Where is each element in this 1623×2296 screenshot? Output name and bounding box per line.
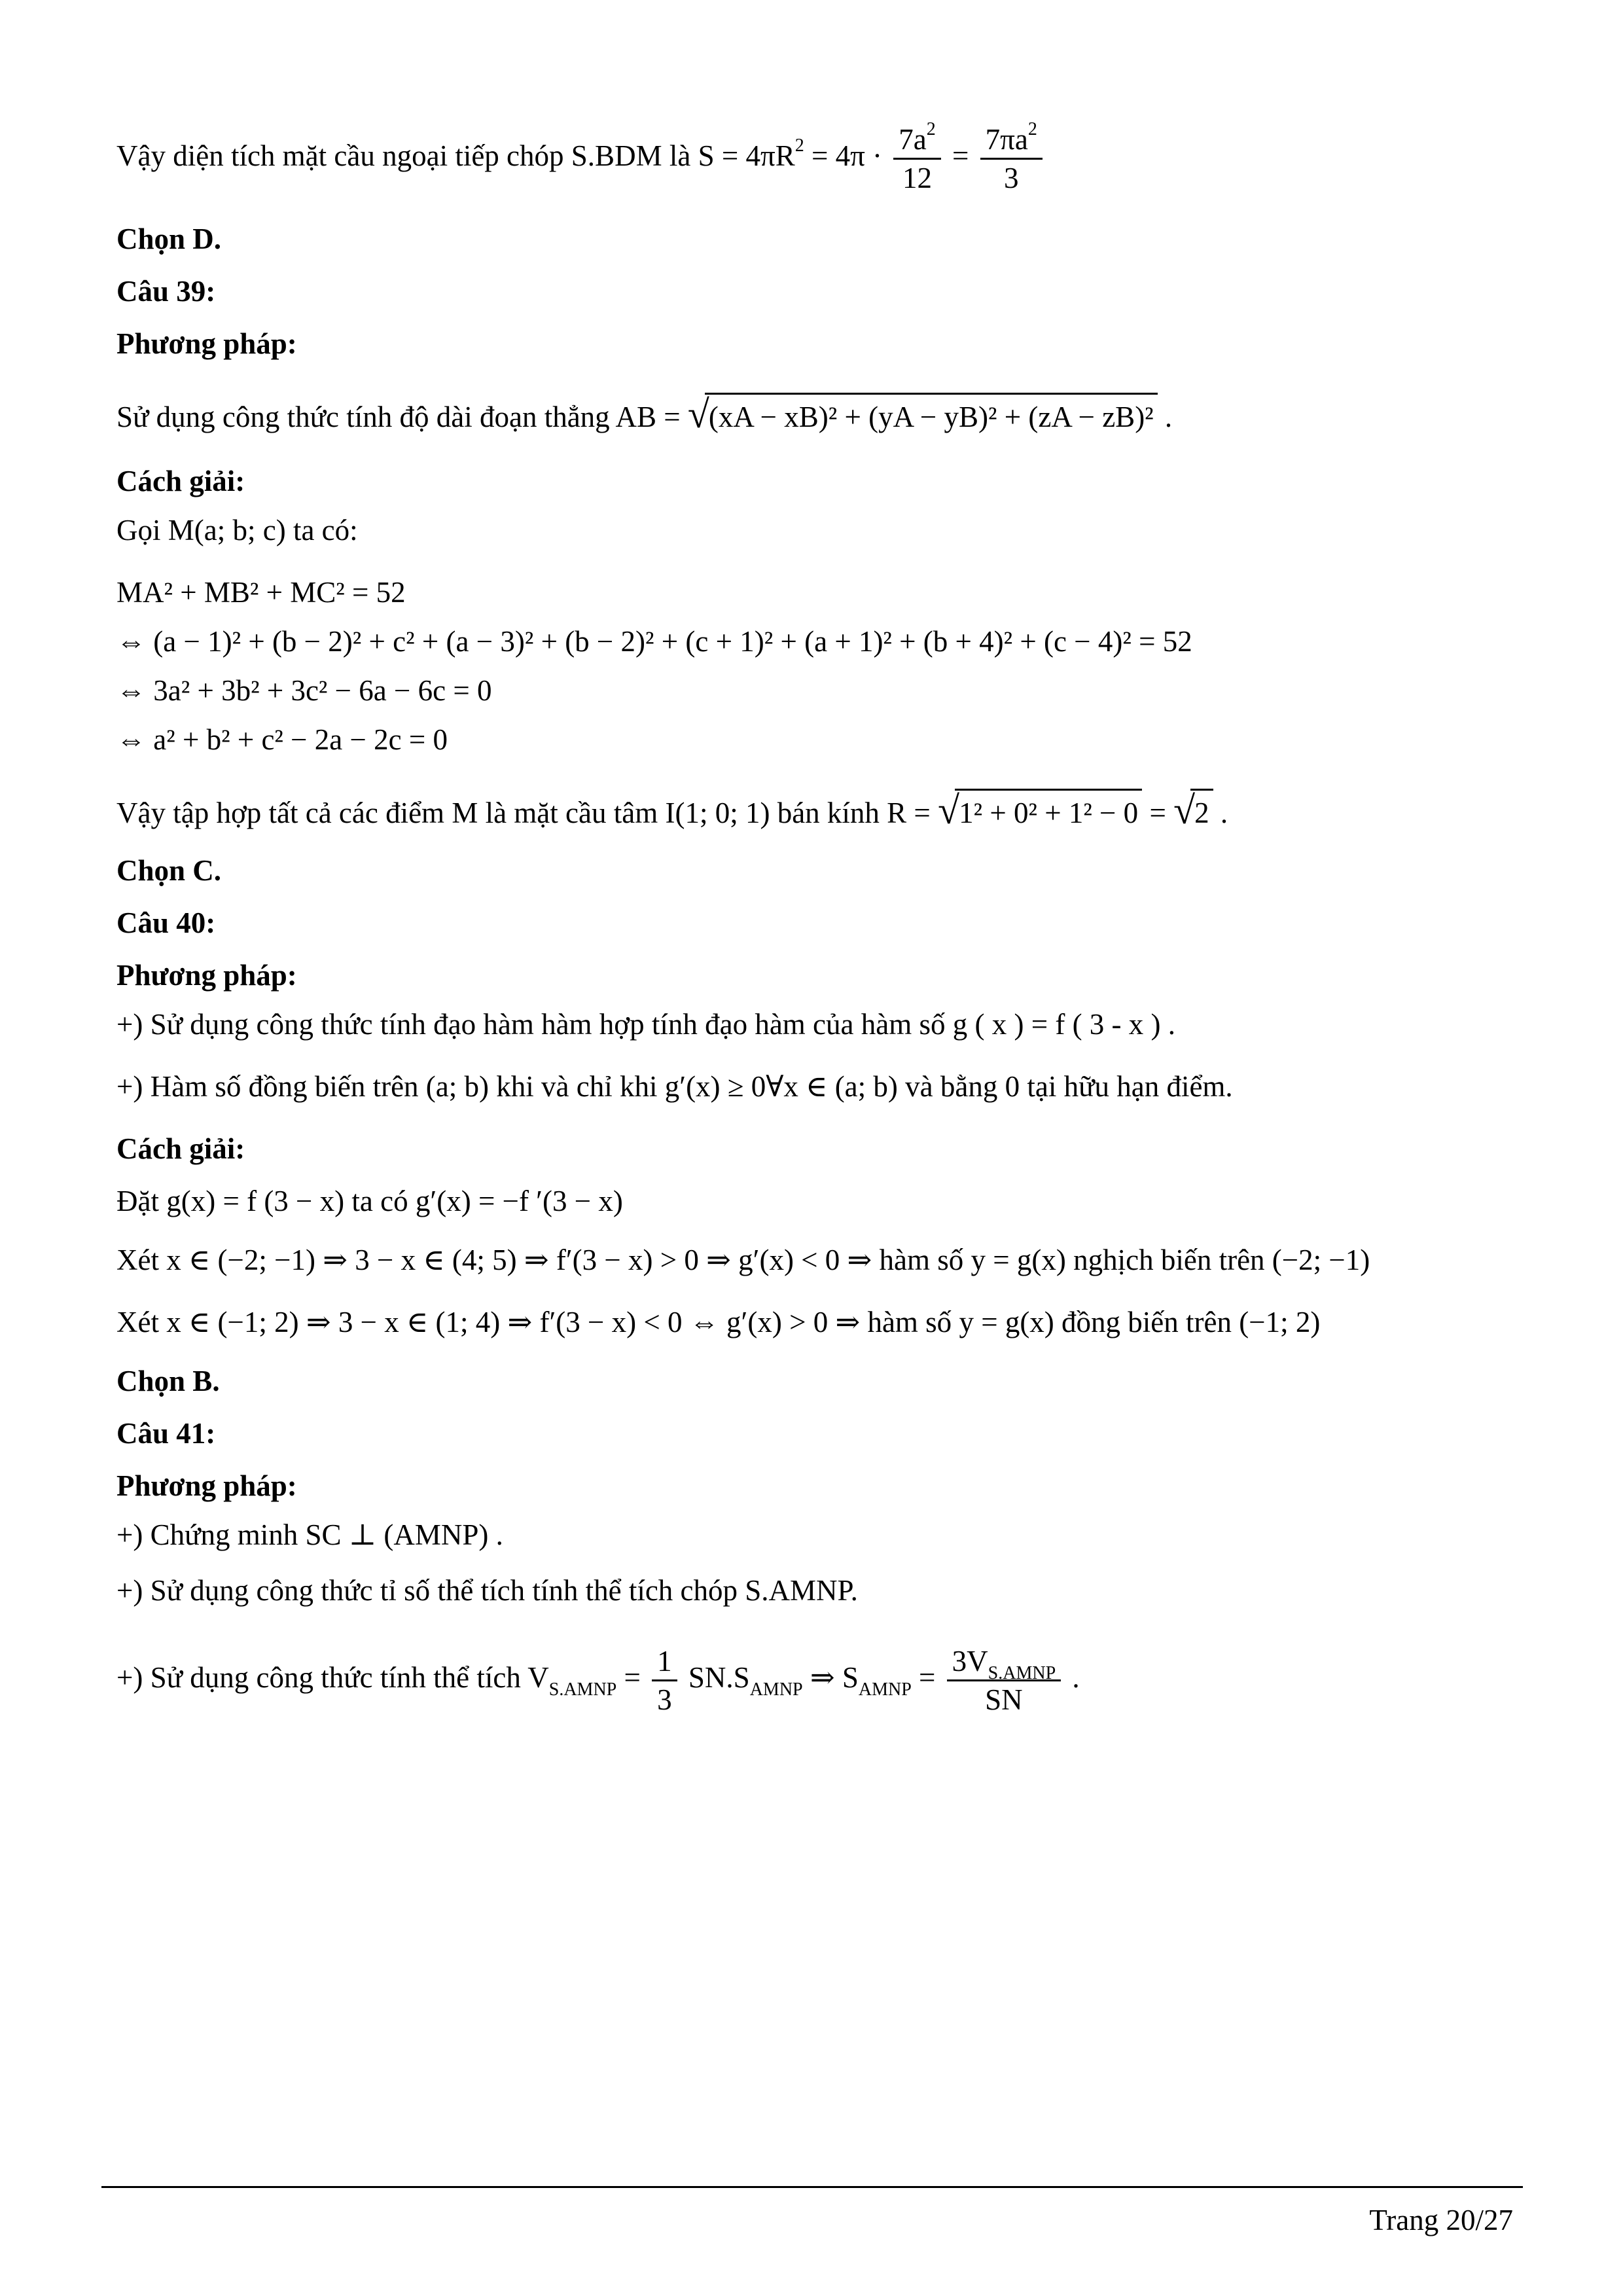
text-line: +) Hàm số đồng biến trên (a; b) khi và chỉ khi g′(x) ≥ 0∀x ∈ (a; b) và bằng 0 tại hữu hạn điểm.: [116, 1070, 1233, 1103]
distance-formula-line: Sử dụng công thức tính độ dài đoạn thẳng AB = √ (xA − xB)² + (yA − yB)² + (zA − zB)² .: [116, 393, 1173, 436]
equation: ⇔ (a − 1)² + (b − 2)² + c² + (a − 3)² + (b − 2)² + (c + 1)² + (a + 1)² + (b + 4)² + (c − 4)² = 52: [116, 625, 1192, 658]
text-line: Xét x ∈ (−2; −1) ⇒ 3 − x ∈ (4; 5) ⇒ f′(3 − x) > 0 ⇒ g′(x) < 0 ⇒ hàm số y = g(x) nghịch biến trên (−2; −1): [116, 1244, 1370, 1276]
sqrt: √ 2: [1173, 789, 1213, 833]
equation: ⇔ 3a² + 3b² + 3c² − 6a − 6c = 0: [116, 674, 492, 707]
answer-choice: Chọn C.: [116, 854, 222, 887]
method-heading: Phương pháp:: [116, 959, 297, 992]
solution-heading: Cách giải:: [116, 465, 245, 497]
method-heading: Phương pháp:: [116, 327, 297, 360]
text-line: Đặt g(x) = f (3 − x) ta có g′(x) = −f ′(3 − x): [116, 1185, 623, 1217]
answer-choice: Chọn B.: [116, 1365, 220, 1397]
text: Vậy diện tích mặt cầu ngoại tiếp chóp S.BDM là: [116, 139, 691, 172]
fraction: $\frac{3V_{S.AMNP}}{SN}$: [947, 1643, 1061, 1718]
volume-formula-line: +) Sử dụng công thức tính thể tích $V_{S.AMNP}$ = $\frac{1}{3}$ $SN.S_{AMNP}$ ⇒ $S_{AMNP}$ = $\frac{3V_{S.AMNP}}{SN}$ .: [116, 1643, 1080, 1718]
text-line: +) Chứng minh SC ⊥ (AMNP) .: [116, 1518, 503, 1551]
fraction: $\frac{7a^2}{12}$: [893, 121, 940, 196]
text-line: Gọi M(a; b; c) ta có:: [116, 514, 358, 547]
question-heading: Câu 40:: [116, 906, 216, 939]
question-heading: Câu 39:: [116, 275, 216, 308]
text-line: +) Sử dụng công thức tính đạo hàm hàm hợp tính đạo hàm của hàm số g ( x ) = f ( 3 - x ) .: [116, 1008, 1176, 1041]
text-line: +) Sử dụng công thức tỉ số thể tích tính thể tích chóp S.AMNP.: [116, 1574, 858, 1607]
math: $S = 4\pi R^2 = 4\pi$ ·: [698, 135, 883, 172]
text-line: Xét x ∈ (−1; 2) ⇒ 3 − x ∈ (1; 4) ⇒ f′(3 − x) < 0 ⇔ g′(x) > 0 ⇒ hàm số y = g(x) đồng biến trên (−1; 2): [116, 1306, 1321, 1338]
question-heading: Câu 41:: [116, 1417, 216, 1450]
footer-divider: [101, 2186, 1523, 2188]
text-line: Vậy tập hợp tất cả các điểm M là mặt cầu tâm I(1; 0; 1) bán kính R = √ 1² + 0² + 1² − 0 = √ 2 .: [116, 789, 1228, 832]
solution-heading: Cách giải:: [116, 1132, 245, 1165]
method-heading: Phương pháp:: [116, 1469, 297, 1502]
sqrt: √ 1² + 0² + 1² − 0: [938, 789, 1142, 833]
equation: ⇔ a² + b² + c² − 2a − 2c = 0: [116, 723, 448, 756]
equation: MA² + MB² + MC² = 52: [116, 576, 406, 609]
fraction: $\frac{1}{3}$: [652, 1643, 677, 1718]
sqrt: √ (xA − xB)² + (yA − yB)² + (zA − zB)²: [688, 393, 1158, 437]
fraction: $\frac{7\pi a^2}{3}$: [980, 121, 1043, 196]
page-number: Trang 20/27: [1369, 2204, 1513, 2236]
sphere-area-line: Vậy diện tích mặt cầu ngoại tiếp chóp S.BDM là $S = 4\pi R^2 = 4\pi$ · $\frac{7a^2}{12}$ = $\frac{7\pi a^2}{3}$: [116, 121, 1046, 196]
answer-choice: Chọn D.: [116, 223, 222, 255]
